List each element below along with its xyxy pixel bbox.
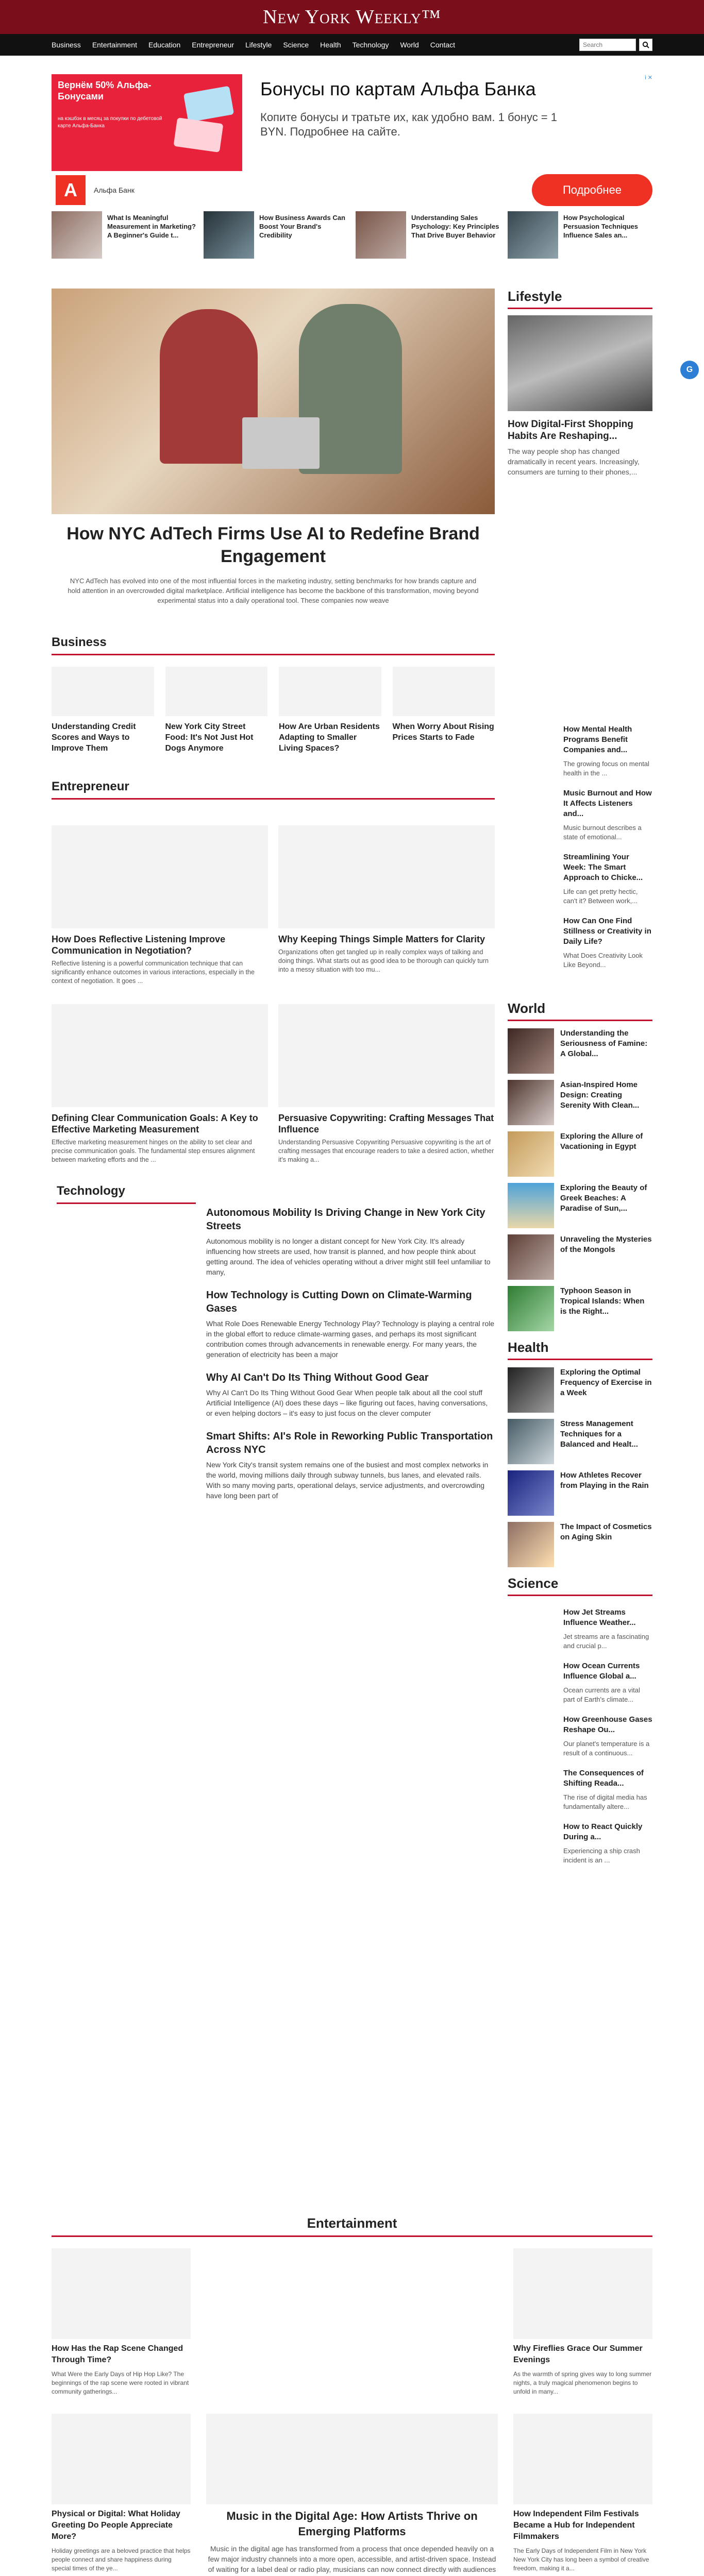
card-title[interactable]: How Are Urban Residents Adapting to Smaller Living Spaces? (279, 722, 380, 753)
strip-title[interactable]: How Psychological Persuasion Techniques Influence Sales an... (563, 214, 638, 239)
section-heading-technology[interactable]: Technology (57, 1184, 196, 1204)
business-card[interactable] (165, 667, 268, 754)
card-title[interactable]: Why Keeping Things Simple Matters for Clarity (278, 934, 485, 944)
business-card[interactable] (393, 667, 495, 754)
technology-section (52, 1184, 495, 1501)
item-thumbnail[interactable] (508, 1522, 554, 1567)
item-title[interactable]: Exploring the Beauty of Greek Beaches: A Paradise of Sun,... (560, 1183, 647, 1213)
entrepreneur-section (52, 779, 495, 1164)
health-list (508, 1367, 652, 1567)
world-item[interactable] (508, 1080, 652, 1125)
item-title[interactable]: Stress Management Techniques for a Balanced and Healt... (560, 1419, 638, 1449)
entrepreneur-card[interactable] (278, 825, 495, 986)
lifestyle-feature-title[interactable]: How Digital-First Shopping Habits Are Reshaping... (508, 419, 633, 442)
item-title[interactable]: How to React Quickly During a... (563, 1822, 643, 1841)
item-title[interactable]: How Athletes Recover from Playing in the Rain (560, 1471, 649, 1490)
item-title[interactable]: How Greenhouse Gases Reshape Ou... (563, 1715, 652, 1734)
card-excerpt: Organizations often get tangled up in really complex ways of talking and doing things. What starts out as good idea to be thorough can quickly turn into a messy situation with too mu... (278, 948, 489, 973)
card-image[interactable] (206, 2414, 498, 2504)
strip-item[interactable] (52, 211, 196, 259)
ad-cta-button[interactable]: Подробнее (532, 174, 652, 206)
card-excerpt: Holiday greetings are a beloved practice that helps people connect and share happiness during special times of the ye... (52, 2547, 191, 2572)
bank-logo: А (56, 175, 86, 205)
entertainment-feature[interactable] (206, 2414, 498, 2576)
item-thumbnail[interactable] (508, 1131, 554, 1177)
featured-strip (52, 211, 652, 259)
item-title[interactable]: Smart Shifts: AI's Role in Reworking Public Transportation Across NYC (206, 1431, 493, 1455)
card-title[interactable]: New York City Street Food: It's Not Just Hot Dogs Anymore (165, 722, 254, 753)
health-item[interactable] (508, 1367, 652, 1413)
hero-title[interactable]: How NYC AdTech Firms Use AI to Redefine Brand Engagement (66, 524, 480, 566)
item-excerpt: Jet streams are a fascinating and crucial p... (563, 1633, 649, 1650)
entertainment-top-row (52, 2248, 652, 2396)
card-title[interactable]: Defining Clear Communication Goals: A Key to Effective Marketing Measurement (52, 1113, 258, 1134)
card-image[interactable] (52, 2248, 191, 2339)
card-image[interactable] (52, 825, 268, 928)
business-card[interactable] (279, 667, 381, 754)
science-item[interactable] (508, 1607, 652, 1651)
item-title[interactable]: How Jet Streams Influence Weather... (563, 1608, 636, 1627)
strip-title[interactable]: What Is Meaningful Measurement in Marketing? A Beginner's Guide t... (107, 214, 196, 239)
site-logo[interactable]: New York Weekly™ (263, 6, 441, 28)
world-list (508, 1028, 652, 1331)
card-excerpt: Understanding Persuasive Copywriting Persuasive copywriting is the art of crafting messages that encourage readers to take a desired action, whether it's making a... (278, 1139, 494, 1163)
item-title[interactable]: Understanding the Seriousness of Famine: A Global... (560, 1029, 648, 1058)
card-excerpt: What Were the Early Days of Hip Hop Like? The beginnings of the rap scene were rooted in vibrant community gatherings... (52, 2370, 189, 2395)
card-title[interactable]: Physical or Digital: What Holiday Greeting Do People Appreciate More? (52, 2510, 180, 2541)
nav-menu (52, 41, 579, 49)
nav-world[interactable]: World (400, 41, 419, 49)
strip-thumbnail[interactable] (356, 211, 406, 259)
card-title[interactable]: Understanding Credit Scores and Ways to Improve Them (52, 722, 136, 753)
item-title[interactable]: Exploring the Allure of Vacationing in Egypt (560, 1132, 643, 1151)
strip-title[interactable]: Understanding Sales Psychology: Key Principles That Drive Buyer Behavior (411, 214, 499, 239)
search-input[interactable] (579, 39, 636, 51)
hero-image[interactable] (52, 289, 495, 514)
nav-lifestyle[interactable]: Lifestyle (245, 41, 272, 49)
world-item[interactable] (508, 1234, 652, 1280)
hero-excerpt: NYC AdTech has evolved into one of the most influential forces in the marketing industry, setting benchmarks for how brands capture and hold attention in an overcrowded digital marketplace. Artificial intelligence has become the backbone of this transformation, moving beyond experimental status into a daily operational tool. These companies now weave (68, 577, 479, 604)
item-title[interactable]: Why AI Can't Do Its Thing Without Good Gear (206, 1372, 429, 1383)
business-grid (52, 667, 495, 754)
strip-title[interactable]: How Business Awards Can Boost Your Brand's Credibility (259, 214, 345, 239)
card-title[interactable]: How Does Reflective Listening Improve Communication in Negotiation? (52, 934, 226, 956)
item-thumbnail[interactable] (508, 1234, 554, 1280)
nav-business[interactable]: Business (52, 41, 81, 49)
item-title[interactable]: The Consequences of Shifting Reada... (563, 1769, 644, 1788)
search-form (579, 39, 652, 51)
lifestyle-item[interactable] (563, 724, 652, 778)
card-image[interactable] (279, 667, 381, 716)
lifestyle-item[interactable] (563, 788, 652, 842)
item-title[interactable]: How Mental Health Programs Benefit Companies and... (563, 725, 632, 754)
world-item[interactable] (508, 1183, 652, 1228)
item-title[interactable]: Asian-Inspired Home Design: Creating Serenity With Clean... (560, 1080, 640, 1110)
nav-contact[interactable]: Contact (430, 41, 456, 49)
item-title[interactable]: How Ocean Currents Influence Global a... (563, 1662, 640, 1681)
world-item[interactable] (508, 1286, 652, 1331)
world-item[interactable] (508, 1028, 652, 1074)
item-excerpt: Music burnout describes a state of emotional... (563, 824, 642, 841)
technology-list (57, 1206, 495, 1501)
entrepreneur-card[interactable] (52, 825, 268, 986)
ad-card-graphic (174, 117, 224, 152)
lifestyle-item[interactable] (563, 916, 652, 970)
item-excerpt: What Role Does Renewable Energy Technology Play? Technology is playing a central role in the global effort to reduce climate-warming gases, and perhaps its most significant contribution comes through advancements in renewable energy. For many years, the generation of electricity has been a major (206, 1319, 495, 1359)
ad-description: Копите бонусы и тратьте их, как удобно вам. 1 бонус = 1 BYN. Подробнее на сайте. (260, 111, 558, 138)
ad-footer (52, 172, 652, 208)
lifestyle-list (508, 724, 652, 970)
item-thumbnail[interactable] (508, 1367, 554, 1413)
item-thumbnail[interactable] (508, 1183, 554, 1228)
entrepreneur-card[interactable] (52, 1004, 268, 1164)
lifestyle-feature-image[interactable] (508, 315, 652, 411)
item-excerpt: New York City's transit system remains one of the busiest and most complex networks in the world, moving millions daily through subway tunnels, bus lanes, and elevated rails. With so many moving parts, operational delays, service adjustments, and overcrowding have long been part of (206, 1461, 489, 1500)
item-title[interactable]: Music Burnout and How It Affects Listeners and... (563, 789, 652, 818)
floating-action-button[interactable]: G (680, 361, 699, 379)
section-heading-lifestyle[interactable]: Lifestyle (508, 289, 652, 309)
entrepreneur-card[interactable] (278, 1004, 495, 1164)
card-title[interactable]: Why Fireflies Grace Our Summer Evenings (513, 2344, 643, 2364)
entrepreneur-grid (52, 825, 495, 1164)
strip-item[interactable] (356, 211, 500, 259)
section-heading-health[interactable]: Health (508, 1340, 652, 1360)
item-excerpt: What Does Creativity Look Like Beyond... (563, 952, 643, 969)
item-excerpt: Experiencing a ship crash incident is an ... (563, 1847, 640, 1864)
nav-entertainment[interactable]: Entertainment (92, 41, 137, 49)
strip-thumbnail[interactable] (52, 211, 102, 259)
search-icon (642, 41, 649, 48)
world-item[interactable] (508, 1131, 652, 1177)
card-image[interactable] (52, 2414, 191, 2504)
item-title[interactable]: Streamlining Your Week: The Smart Approach to Chicke... (563, 853, 643, 882)
search-button[interactable] (639, 39, 652, 51)
business-section (52, 635, 495, 754)
top-bar (0, 0, 704, 34)
main-nav (0, 34, 704, 56)
nav-health[interactable]: Health (320, 41, 341, 49)
science-item[interactable] (508, 1661, 652, 1704)
item-thumbnail[interactable] (508, 1286, 554, 1331)
card-excerpt: As the warmth of spring gives way to long summer nights, a truly magical phenomenon begins to unfold in many... (513, 2370, 652, 2395)
section-heading-business[interactable]: Business (52, 635, 495, 655)
nav-technology[interactable]: Technology (352, 41, 389, 49)
item-title[interactable]: How Can One Find Stillness or Creativity in Daily Life? (563, 917, 651, 946)
item-thumbnail[interactable] (508, 1419, 554, 1464)
card-title[interactable]: How Independent Film Festivals Became a Hub for Independent Filmmakers (513, 2510, 639, 2541)
card-image[interactable] (278, 1004, 495, 1107)
business-card[interactable] (52, 667, 154, 754)
advertisement[interactable] (52, 74, 652, 200)
science-item[interactable] (508, 1715, 652, 1758)
science-list (508, 1607, 652, 1865)
health-item[interactable] (508, 1522, 652, 1567)
nav-education[interactable]: Education (148, 41, 181, 49)
entertainment-spacer (206, 2248, 498, 2396)
technology-item[interactable] (206, 1430, 495, 1501)
card-excerpt: Reflective listening is a powerful communication technique that can significantly enhance outcomes in various interactions, especially in the context of negotiation. It goes ... (52, 960, 255, 985)
ad-title[interactable]: Бонусы по картам Альфа Банка (260, 78, 536, 99)
bank-name: Альфа Банк (94, 186, 135, 194)
card-image[interactable] (52, 1004, 268, 1107)
health-item[interactable] (508, 1470, 652, 1516)
card-image[interactable] (513, 2248, 652, 2339)
ad-card-graphic (183, 86, 234, 123)
card-excerpt: The Early Days of Independent Film in New York New York City has long been a symbol of creative freedom, making it a... (513, 2547, 649, 2572)
section-heading-science[interactable]: Science (508, 1575, 652, 1596)
card-title[interactable]: When Worry About Rising Prices Starts to Fade (392, 722, 494, 742)
item-title[interactable]: How Technology is Cutting Down on Climate-Warming Gases (206, 1290, 472, 1314)
item-excerpt: The rise of digital media has fundamentally altere... (563, 1793, 647, 1810)
item-excerpt: Ocean currents are a vital part of Earth's climate... (563, 1686, 640, 1703)
feature-title[interactable]: Music in the Digital Age: How Artists Thrive on Emerging Platforms (226, 2510, 478, 2538)
card-title[interactable]: How Has the Rap Scene Changed Through Time? (52, 2344, 183, 2364)
main-column (52, 289, 495, 1512)
technology-item[interactable] (206, 1371, 495, 1418)
strip-item[interactable] (508, 211, 652, 259)
card-image[interactable] (513, 2414, 652, 2504)
lifestyle-item[interactable] (563, 852, 652, 906)
ad-info-icon[interactable]: i ✕ (645, 75, 652, 81)
item-excerpt: Why AI Can't Do Its Thing Without Good Gear When people talk about all the cool stuff Artificial Intelligence (AI) does these days – like figuring out faces, having conversations, or even helping doctors – it's easy to just focus on the clever computer (206, 1388, 488, 1417)
item-title[interactable]: The Impact of Cosmetics on Aging Skin (560, 1522, 652, 1541)
entertainment-card[interactable] (52, 2248, 191, 2396)
nav-entrepreneur[interactable]: Entrepreneur (192, 41, 234, 49)
health-item[interactable] (508, 1419, 652, 1464)
item-thumbnail[interactable] (508, 1028, 554, 1074)
section-heading-entrepreneur[interactable]: Entrepreneur (52, 779, 495, 800)
card-image[interactable] (52, 667, 154, 716)
strip-item[interactable] (204, 211, 348, 259)
item-thumbnail[interactable] (508, 1470, 554, 1516)
ad-promo-text: Вернём 50% Альфа-Бонусами (58, 80, 152, 101)
card-image[interactable] (278, 825, 495, 928)
hero-laptop-shape (242, 417, 320, 469)
ad-promo-subtext: на кэшбэк в месяц за покупки по дебетовой карте Альфа-Банка (58, 116, 162, 129)
nav-science[interactable]: Science (283, 41, 309, 49)
entertainment-card[interactable] (52, 2414, 191, 2576)
item-title[interactable]: Exploring the Optimal Frequency of Exercise in a Week (560, 1368, 652, 1397)
entertainment-section (52, 2215, 652, 2576)
card-excerpt: Effective marketing measurement hinges on the ability to set clear and precise communication goals. The fundamental step ensures alignment between marketing efforts and the ... (52, 1139, 255, 1163)
sidebar (508, 289, 652, 1875)
item-excerpt: Life can get pretty hectic, can't it? Between work,... (563, 888, 638, 905)
science-item[interactable] (508, 1822, 652, 1865)
card-image[interactable] (165, 667, 268, 716)
section-heading-entertainment[interactable]: Entertainment (52, 2215, 652, 2237)
item-excerpt: Autonomous mobility is no longer a distant concept for New York City. It's already influencing how streets are used, how transit is planned, and how people think about getting around. The idea of vehicles operating without a driver might still feel unfamiliar to many, (206, 1237, 491, 1276)
strip-thumbnail[interactable] (204, 211, 254, 259)
feature-excerpt: Music in the digital age has transformed from a process that once depended heavily on a few major industry channels into a more open, accessible, and artist-driven space. Instead of waiting for a label deal or radio play, musicians can now connect directly with audiences (208, 2545, 496, 2573)
item-thumbnail[interactable] (508, 1080, 554, 1125)
technology-item[interactable] (206, 1206, 495, 1277)
lifestyle-feature-excerpt: The way people shop has changed dramatically in recent years. Increasingly, consumers are turning to their phones,... (508, 447, 640, 476)
ad-banner-image[interactable] (52, 74, 242, 171)
page-container (52, 74, 652, 1864)
entertainment-bottom-row (52, 2414, 652, 2576)
card-title[interactable]: Persuasive Copywriting: Crafting Messages That Influence (278, 1113, 494, 1134)
science-item[interactable] (508, 1768, 652, 1811)
item-title[interactable]: Unraveling the Mysteries of the Mongols (560, 1235, 652, 1254)
section-heading-world[interactable]: World (508, 1001, 652, 1021)
item-title[interactable]: Typhoon Season in Tropical Islands: When is the Right... (560, 1286, 645, 1316)
item-excerpt: The growing focus on mental health in the ... (563, 760, 649, 777)
card-image[interactable] (393, 667, 495, 716)
item-excerpt: Our planet's temperature is a result of a continuous... (563, 1740, 650, 1757)
strip-thumbnail[interactable] (508, 211, 558, 259)
item-title[interactable]: Autonomous Mobility Is Driving Change in New York City Streets (206, 1207, 485, 1232)
technology-item[interactable] (206, 1289, 495, 1360)
entertainment-card[interactable] (513, 2248, 652, 2396)
entertainment-card[interactable] (513, 2414, 652, 2576)
